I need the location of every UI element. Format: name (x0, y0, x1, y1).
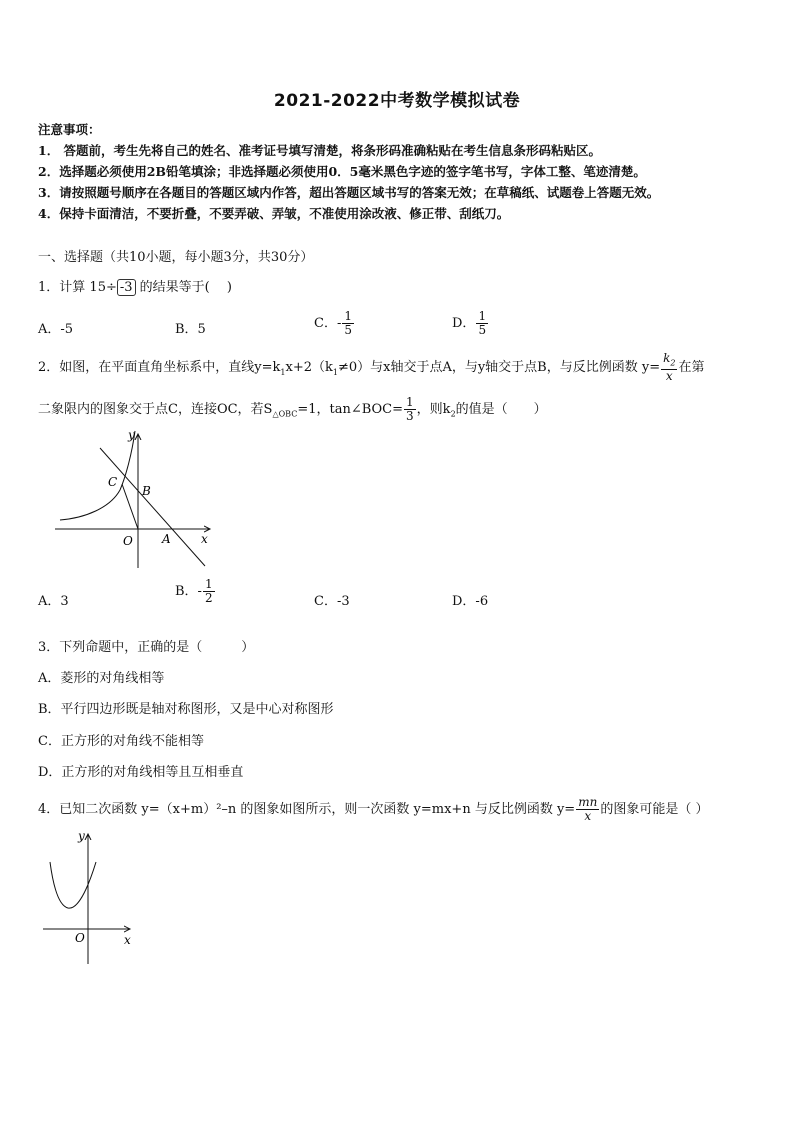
q1-stem (38, 276, 232, 296)
q2-option-d: D．-6 (452, 594, 489, 609)
q2-stem-line2 (38, 396, 547, 423)
notes-heading: 注意事项： (38, 122, 101, 137)
q1-pre: 1．计算 (38, 280, 86, 295)
fraction-den: 5 (478, 323, 487, 337)
fraction-num: mn (578, 795, 598, 809)
q2-text: 在第 (678, 360, 705, 376)
fraction-den: x (661, 369, 677, 383)
q2-text: x+2（k (285, 360, 333, 376)
page-title: 2021-2022中考数学模拟试卷 (273, 91, 521, 111)
q4-figure (38, 828, 148, 968)
note-item: 1． 答题前，考生先将自己的姓名、准考证号填写清楚，将条形码准确粘贴在考生信息条形码粘贴区。 (38, 143, 602, 158)
q2-text: ，则k (416, 402, 451, 417)
q2-text: ≠0）与x轴交于点A，与y轴交于点B，与反比例函数 y= (337, 360, 661, 376)
q2-stem-line1 (38, 352, 705, 383)
q1-option-d (452, 310, 489, 337)
q1-expression (89, 280, 135, 295)
q4-text: 4．已知二次函数 y=（x+m）²–n 的图象如图所示，则一次函数 y=mx+n 与反比例函数 y= (38, 802, 576, 817)
q2-sub: △OBC (272, 409, 298, 419)
fraction-den: x (576, 809, 599, 823)
q1-option-c (314, 310, 355, 337)
q1-option-c-label: C．- (314, 316, 342, 331)
line-y-k1x-2 (100, 448, 205, 566)
note-item: 3．请按照题号顺序在各题目的答题区域内作答，超出答题区域书写的答案无效；在草稿纸、试题卷上答题无效。 (38, 185, 660, 200)
q3-stem: 3．下列命题中，正确的是（ ） (38, 640, 255, 655)
q2-sub: 2 (450, 409, 456, 419)
q2-option-a: A．3 (38, 594, 69, 609)
fraction-den: 3 (406, 409, 414, 423)
fraction (404, 396, 416, 423)
q1-option-b: B．5 (175, 322, 206, 337)
q2-text: 的值是（ ） (455, 402, 547, 417)
q2-sub: 1 (280, 367, 286, 377)
parabola-curve (50, 862, 96, 908)
q2-figure (50, 428, 220, 570)
q2-option-b (175, 578, 216, 605)
hyperbola-curve (60, 431, 135, 520)
fraction (342, 310, 354, 337)
fraction-num (661, 352, 677, 369)
fraction (576, 796, 599, 823)
note-item: 2．选择题必须使用2B铅笔填涂；非选择题必须使用0．5毫米黑色字迹的签字笔书写，字体工整、笔迹清楚。 (38, 164, 646, 179)
label-o: O (123, 534, 133, 548)
q4-stem (38, 796, 708, 823)
label-c: C (108, 475, 118, 489)
fraction-den: 5 (344, 323, 352, 337)
fraction-den: 2 (204, 591, 213, 605)
fraction-num: 1 (204, 577, 213, 591)
fraction-num: 1 (406, 395, 414, 409)
q3-option-b: B．平行四边形既是轴对称图形，又是中心对称图形 (38, 702, 334, 717)
q2-sub: 1 (332, 367, 338, 377)
q2-text: =1，tan∠BOC= (297, 402, 404, 417)
q1-expr-a: 15÷ (89, 280, 117, 295)
q3-option-c: C．正方形的对角线不能相等 (38, 734, 204, 749)
q2-text: 2．如图，在平面直角坐标系中，直线y=k (38, 360, 281, 376)
q1-abs-value: -3 (117, 279, 136, 296)
q3-option-d: D．正方形的对角线相等且互相垂直 (38, 765, 244, 780)
k-sub: 2 (670, 358, 676, 368)
fraction (661, 352, 677, 383)
segment-oc (122, 484, 138, 529)
q3-option-a: A．菱形的对角线相等 (38, 671, 165, 686)
q1-option-d-label: D． (452, 316, 476, 331)
q1-post: 的结果等于( ) (139, 280, 232, 295)
q2-text: 二象限内的图象交于点C，连接OC，若S (38, 402, 273, 417)
fraction (203, 578, 215, 605)
note-item: 4．保持卡面清洁，不要折叠，不要弄破、弄皱，不准使用涂改液、修正带、刮纸刀。 (38, 206, 510, 221)
fraction-num: 1 (478, 309, 487, 323)
label-b: B (142, 484, 151, 498)
q2-option-c: C．-3 (314, 594, 350, 609)
label-y: y (128, 428, 135, 442)
section-heading: 一、选择题（共10小题，每小题3分，共30分） (38, 250, 314, 265)
label-a: A (162, 532, 171, 546)
q2-option-b-label: B．- (175, 584, 202, 599)
q4-text: 的图象可能是（ ） (600, 802, 709, 817)
q1-option-a: A．-5 (38, 322, 74, 337)
label-o: O (75, 931, 85, 945)
label-x: x (124, 933, 131, 947)
fraction (476, 310, 488, 337)
fraction-num: 1 (344, 309, 352, 323)
label-x: x (201, 532, 208, 546)
label-y: y (78, 829, 85, 843)
k-letter: k (663, 351, 671, 365)
